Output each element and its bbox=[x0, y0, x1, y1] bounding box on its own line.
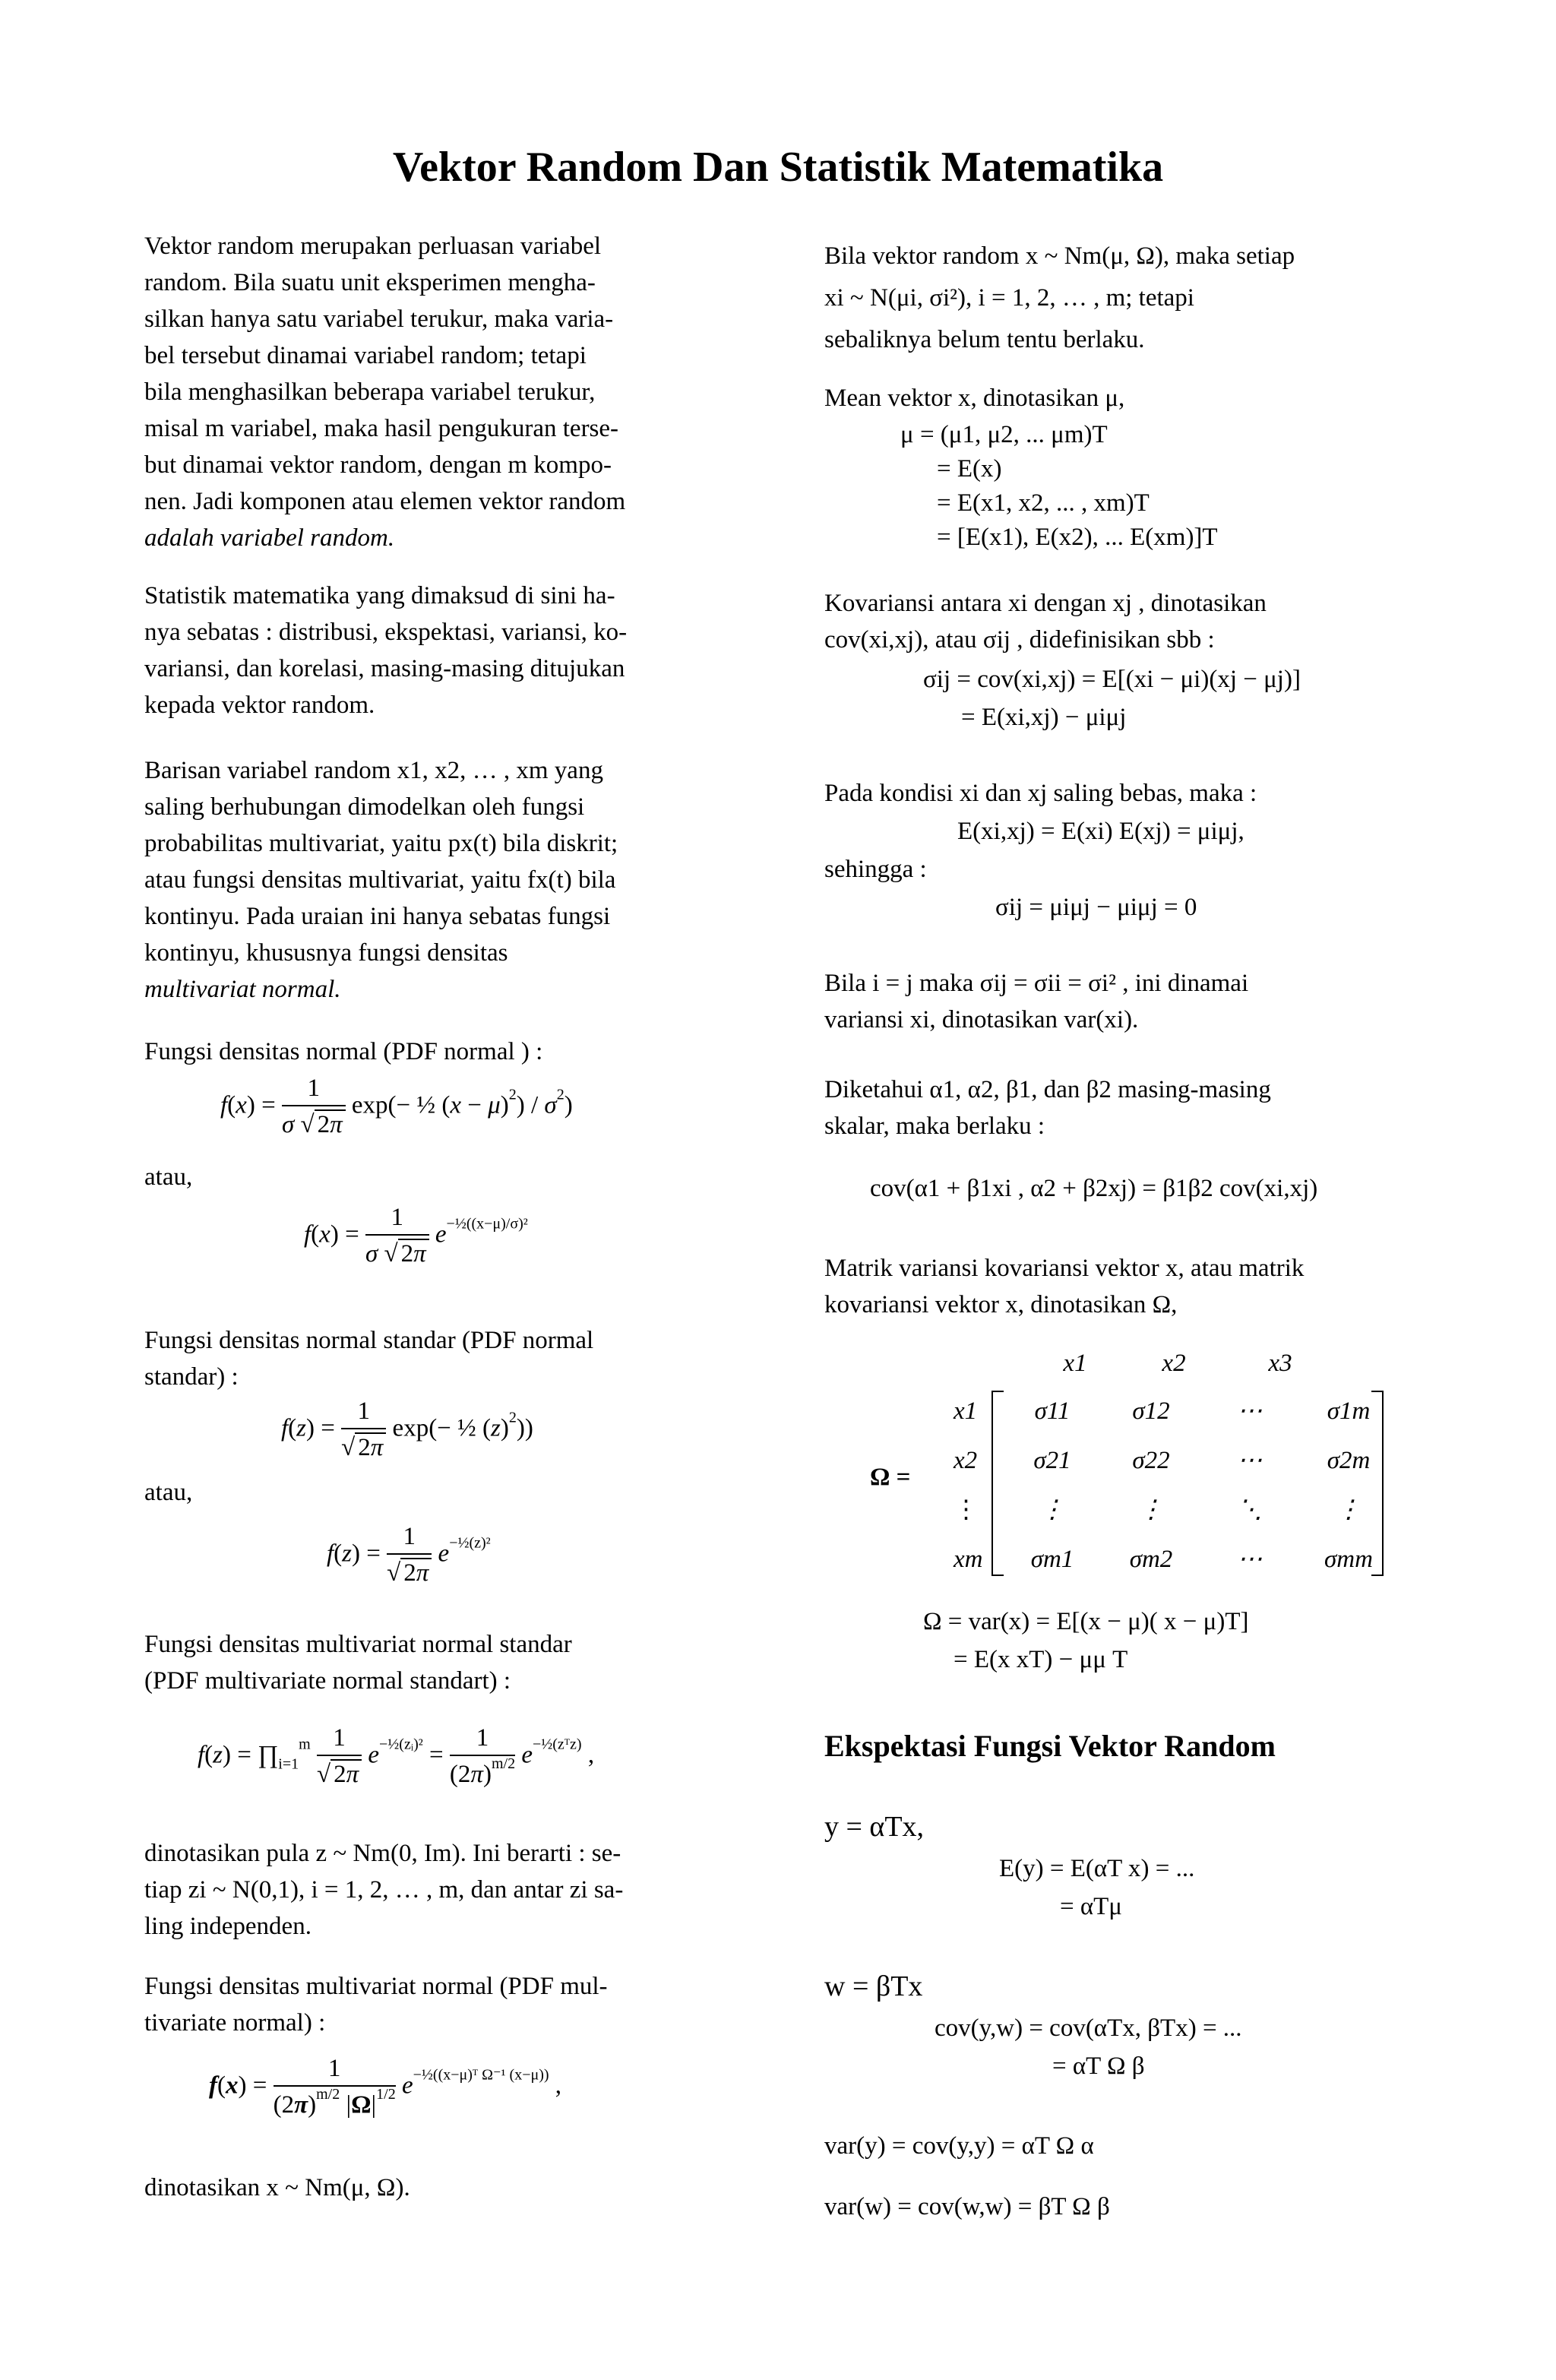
covariance-matrix bbox=[870, 1345, 1402, 1596]
pdf-mv-label: Fungsi densitas multivariat normal (PDF mul- tivariate normal) : bbox=[144, 1973, 608, 2037]
sehingga-label: sehingga : bbox=[824, 856, 927, 883]
mean-label: Mean vektor x, dinotasikan μ, bbox=[824, 385, 1125, 412]
bebas-label: Pada kondisi xi dan xj saling bebas, maka : bbox=[824, 780, 1257, 807]
matrix-row-labels: x1 x2 ⋮ xm bbox=[954, 1397, 983, 1573]
cov-linear-eq: cov(α1 + β1xi , α2 + β2xj) = β1β2 cov(xi,xj) bbox=[870, 1175, 1318, 1202]
matrix-header: x1 x2 x3 bbox=[1063, 1350, 1292, 1377]
var-y-eq: var(y) = cov(y,y) = αT Ω α bbox=[824, 2132, 1094, 2160]
formula-pdf-std-1: f(z) = $\frac{1}{√ 2\pi}$ exp(− ½ $(z)^2$)) bbox=[281, 1394, 533, 1466]
atau-label-1: atau, bbox=[144, 1163, 193, 1191]
ey-eq-2: = αTμ bbox=[1060, 1893, 1123, 1920]
formula-pdf-std-2: f(z) = $\frac{1}{√ 2\pi}$ $e^{-\frac{1}{2}(z)^2}$ bbox=[327, 1520, 491, 1591]
notasi-paragraph: dinotasikan pula z ~ Nm(0, Im). Ini berarti : se- tiap zi ~ N(0,1), i = 1, 2, … , m, dan antar zi sa- ling independen. bbox=[144, 1840, 624, 1940]
right-intro: Bila vektor random x ~ Nm(μ, Ω), maka setiap xi ~ N(μi, σi²), i = 1, 2, … , m; tetapi sebaliknya belum tentu berlaku. bbox=[824, 242, 1295, 353]
bebas-zero-eq: σij = μiμj − μiμj = 0 bbox=[995, 894, 1197, 921]
atau-label-2: atau, bbox=[144, 1479, 193, 1506]
variansi-paragraph: Bila i = j maka σij = σii = σi² , ini dinamai variansi xi, dinotasikan var(xi). bbox=[824, 970, 1249, 1033]
y-definition: y = αTx, bbox=[824, 1811, 925, 1843]
kov-eq-2: = E(xi,xj) − μiμj bbox=[961, 704, 1127, 731]
bebas-eq: E(xi,xj) = E(xi) E(xj) = μiμj, bbox=[957, 818, 1244, 845]
matrix-row: σ11 σ12 ⋯ σ1m bbox=[1034, 1397, 1371, 1425]
skalar-paragraph: Diketahui α1, α2, β1, dan β2 masing-masing skalar, maka berlaku : bbox=[824, 1076, 1271, 1140]
final-notasi: dinotasikan x ~ Nm(μ, Ω). bbox=[144, 2174, 410, 2201]
matrix-left-bracket bbox=[991, 1391, 1004, 1576]
section-heading: Ekspektasi Fungsi Vektor Random bbox=[824, 1729, 1276, 1763]
matrix-row: ⋮ ⋮ ⋱ ⋮ bbox=[1039, 1496, 1362, 1524]
w-definition: w = βTx bbox=[824, 1970, 923, 2002]
matrik-paragraph: Matrik variansi kovariansi vektor x, atau matrik kovariansi vektor x, dinotasikan Ω, bbox=[824, 1255, 1305, 1318]
kovariansi-label: Kovariansi antara xi dengan xj , dinotasikan cov(xi,xj), atau σij , didefinisikan sbb : bbox=[824, 590, 1267, 654]
cov-yw-eq-1: cov(y,w) = cov(αTx, βTx) = ... bbox=[935, 2014, 1242, 2042]
ey-eq-1: E(y) = E(αT x) = ... bbox=[999, 1855, 1195, 1882]
var-w-eq: var(w) = cov(w,w) = βT Ω β bbox=[824, 2193, 1110, 2220]
pdf-mv-std-label: Fungsi densitas multivariat normal standar (PDF multivariate normal standart) : bbox=[144, 1631, 572, 1695]
pdf-std-label: Fungsi densitas normal standar (PDF normal standar) : bbox=[144, 1327, 594, 1391]
matrix-row: σm1 σm2 ⋯ σmm bbox=[1030, 1546, 1373, 1573]
pdf-normal-label: Fungsi densitas normal (PDF normal ) : bbox=[144, 1038, 543, 1065]
cov-yw-eq-2: = αT Ω β bbox=[1052, 2052, 1145, 2080]
omega-eq-2: = E(x xT) − μμ T bbox=[954, 1646, 1128, 1673]
omega-eq-1: Ω = var(x) = E[(x − μ)( x − μ)T] bbox=[923, 1608, 1249, 1635]
matrix-body bbox=[1003, 1387, 1398, 1584]
kov-eq-1: σij = cov(xi,xj) = E[(xi − μi)(xj − μj)] bbox=[923, 666, 1301, 693]
page-title: Vektor Random Dan Statistik Matematika bbox=[392, 144, 1164, 191]
intro-paragraph: Vektor random merupakan perluasan variabel random. Bila suatu unit eksperimen mengha- silkan hanya satu variabel terukur, maka varia- bel tersebut dinamai variabel random; tetapi bila menghasilkan beberapa variabel terukur, misal m variabel, maka hasil pengukuran terse- but dinamai vektor random, dengan m kompo- nen. Jadi komponen atau elemen vektor random adalah variabel random. bbox=[144, 233, 626, 552]
matrix-row: σ21 σ22 ⋯ σ2m bbox=[1033, 1447, 1371, 1474]
omega-label: Ω = bbox=[870, 1464, 911, 1491]
formula-pdf-mv: f(x) = $\frac{1}{(2\pi)^{m/2} |\Omega|^{1/2}}$ $e^{-\frac{1}{2}((x-\mu)ᵀ \Omega^{-1} (x-\mu))}$ , bbox=[209, 2052, 561, 2123]
formula-pdf-mv-std: $f(z) = \prod_{i=1}^m$ $\frac{1}{√ 2\pi}$ $e^{-\frac{1}{2}(zᵢ)^2}$ = $\frac{1}{(2\pi)^{m/2}}$ $e^{-\frac{1}{2}(zᵀz)}$ , bbox=[198, 1721, 594, 1793]
barisan-paragraph: Barisan variabel random x1, x2, … , xm yang saling berhubungan dimodelkan oleh fungsi probabilitas multivariat, yaitu px(t) bila diskrit; atau fungsi densitas multivariat, yaitu fx(t) bila kontinyu. Pada uraian ini hanya sebatas fungsi kontinyu, khususnya fungsi densitas multivariat normal. bbox=[144, 757, 618, 1003]
formula-pdf-normal-2: f(x) = $\frac{1}{\sigma √ 2\pi}$ $e^{-\frac{1}{2}((x-\mu)/\sigma)^2}$ bbox=[304, 1201, 528, 1272]
mean-equations: μ = (μ1, μ2, ... μm)T = E(x) = E(x1, x2, ... , xm)T = [E(x1), E(x2), ... E(xm)]T bbox=[900, 421, 1218, 551]
formula-pdf-normal-1: f(x) = $\frac{1}{\sigma √ 2\pi}$ exp(− ½ $(x - \mu)^2) / \sigma^2$) bbox=[220, 1071, 573, 1143]
stat-paragraph: Statistik matematika yang dimaksud di sini ha- nya sebatas : distribusi, ekspektasi, variansi, ko- variansi, dan korelasi, masing-masing ditujukan kepada vektor random. bbox=[144, 582, 628, 719]
